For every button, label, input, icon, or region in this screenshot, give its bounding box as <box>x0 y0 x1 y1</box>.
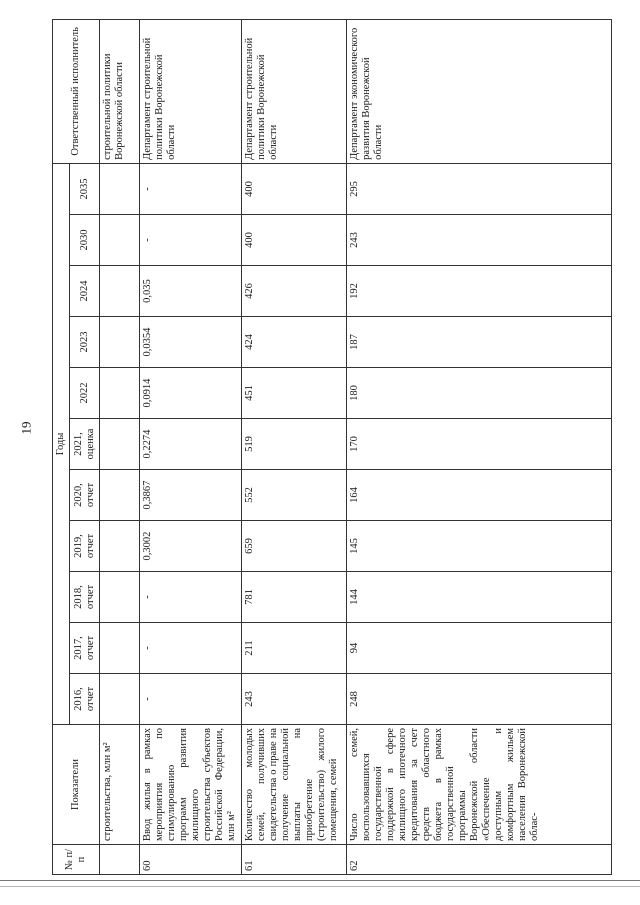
row-value: - <box>140 215 242 266</box>
row-value <box>100 368 140 419</box>
row-value: - <box>140 674 242 725</box>
row-value: 552 <box>242 470 347 521</box>
header-years: Годы <box>53 163 70 724</box>
table-row <box>100 19 140 874</box>
row-value: 145 <box>347 521 612 572</box>
row-responsible: Департамент строительной политики Воронежской области <box>242 19 347 163</box>
row-value: 400 <box>242 163 347 214</box>
row-responsible: Департамент строительной политики Воронежской области <box>140 19 242 163</box>
row-responsible: Департамент экономического развития Воронежской области <box>347 19 612 163</box>
row-value: 295 <box>347 163 612 214</box>
rotated-table-wrapper <box>52 20 612 875</box>
year-col-header: 2023 <box>70 317 100 368</box>
header-responsible: Ответственный исполнитель <box>53 19 100 163</box>
row-value: - <box>140 623 242 674</box>
row-value: 187 <box>347 317 612 368</box>
row-value: 0,3867 <box>140 470 242 521</box>
row-value <box>100 572 140 623</box>
row-value <box>100 419 140 470</box>
row-value: 94 <box>347 623 612 674</box>
row-value <box>100 674 140 725</box>
row-value: 400 <box>242 215 347 266</box>
row-num: 60 <box>140 845 242 875</box>
row-value: 0,035 <box>140 266 242 317</box>
row-value: 0,0914 <box>140 368 242 419</box>
row-value: 144 <box>347 572 612 623</box>
row-indicator: Число семей, воспользовавшихся государственной поддержкой в сфере жилищного ипотечного кредитования за счет средств областного бюджета в рамках государственной программы Воронежской области «Обеспечение доступным и комфортным жильем населения Воронежской облас- <box>347 725 612 845</box>
year-col-header: 2016, отчет <box>70 674 100 725</box>
row-value <box>100 266 140 317</box>
table-row <box>347 19 612 874</box>
year-col-header: 2021, оценка <box>70 419 100 470</box>
row-value: 180 <box>347 368 612 419</box>
row-value: 0,2274 <box>140 419 242 470</box>
row-num <box>100 845 140 875</box>
row-value: 451 <box>242 368 347 419</box>
row-value <box>100 623 140 674</box>
row-value: 519 <box>242 419 347 470</box>
row-indicator: строительства, млн м² <box>100 725 140 845</box>
row-value: 170 <box>347 419 612 470</box>
row-indicator: Ввод жилья в рамках мероприятия по стимулированию программ развития жилищного строительства субъектов Российской Федерации, млн м² <box>140 725 242 845</box>
bottom-scan-line-faint <box>0 886 640 887</box>
row-num: 62 <box>347 845 612 875</box>
row-responsible: строительной политики Воронежской области <box>100 19 140 163</box>
table-row <box>140 19 242 874</box>
row-num: 61 <box>242 845 347 875</box>
row-value <box>100 163 140 214</box>
row-value <box>100 215 140 266</box>
row-value <box>100 521 140 572</box>
row-value: 248 <box>347 674 612 725</box>
bottom-scan-line <box>0 880 640 881</box>
row-value: - <box>140 572 242 623</box>
row-value: 0,3002 <box>140 521 242 572</box>
row-value <box>100 317 140 368</box>
year-col-header: 2019, отчет <box>70 521 100 572</box>
row-value: 659 <box>242 521 347 572</box>
year-col-header: 2035 <box>70 163 100 214</box>
row-value: - <box>140 163 242 214</box>
page-number: 19 <box>18 421 34 435</box>
row-value: 426 <box>242 266 347 317</box>
year-col-header: 2022 <box>70 368 100 419</box>
row-value <box>100 470 140 521</box>
table-row <box>242 19 347 874</box>
year-col-header: 2017, отчет <box>70 623 100 674</box>
year-col-header: 2030 <box>70 215 100 266</box>
header-indicators: Показатели <box>53 725 100 845</box>
indicators-table <box>52 19 612 875</box>
row-value: 0,0354 <box>140 317 242 368</box>
year-col-header: 2020, отчет <box>70 470 100 521</box>
year-col-header: 2018, отчет <box>70 572 100 623</box>
year-col-header: 2024 <box>70 266 100 317</box>
row-indicator: Количество молодых семей, получивших свидетельства о праве на получение социальной выплаты на приобретение (строительство) жилого помещения, семей <box>242 725 347 845</box>
row-value: 164 <box>347 470 612 521</box>
header-num: № п/п <box>53 845 100 875</box>
row-value: 211 <box>242 623 347 674</box>
row-value: 424 <box>242 317 347 368</box>
row-value: 781 <box>242 572 347 623</box>
row-value: 243 <box>347 215 612 266</box>
row-value: 192 <box>347 266 612 317</box>
row-value: 243 <box>242 674 347 725</box>
